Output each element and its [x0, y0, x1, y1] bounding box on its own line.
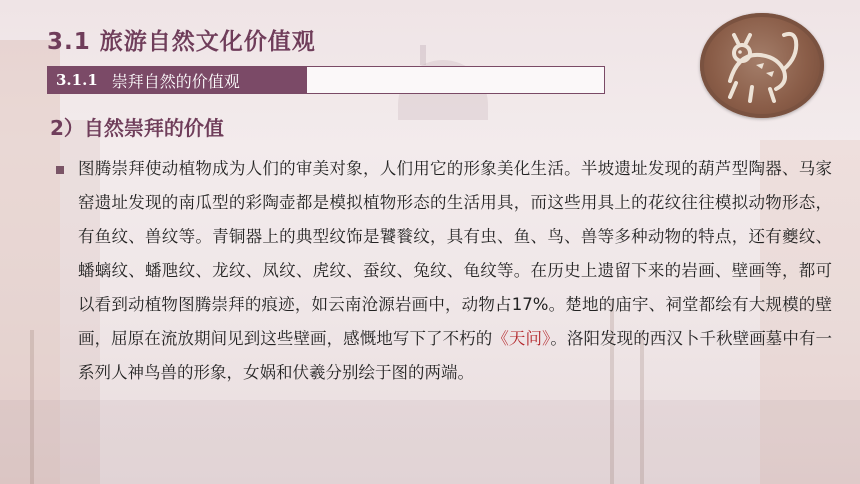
subsection-number: 3.1.1 — [56, 71, 98, 89]
slide-title: 3.1 旅游自然文化价值观 — [47, 29, 316, 55]
background-spire — [420, 45, 426, 65]
highlighted-title: 《天问》 — [492, 329, 551, 348]
paragraph-text-after: 。洛阳发现的西汉卜千秋壁画墓中有一系列人神鸟兽的形象，女娲和伏羲分别绘于图的两端。 — [78, 329, 833, 382]
tiger-emblem-icon — [700, 13, 824, 118]
bullet-square-icon — [56, 166, 64, 174]
subsection-bar — [47, 66, 605, 94]
body-paragraph — [78, 152, 832, 390]
section-heading: 2）自然崇拜的价值 — [50, 116, 224, 140]
tiger-emblem-graphic — [700, 13, 824, 118]
subsection-label: 崇拜自然的价值观 — [111, 71, 240, 91]
subsection-label-box — [48, 67, 307, 93]
background-water — [0, 400, 860, 484]
background-pole — [30, 330, 34, 484]
paragraph-text-before: 图腾崇拜使动植物成为人们的审美对象，人们用它的形象美化生活。半坡遗址发现的葫芦型陶器、马家窑遗址发现的南瓜型的彩陶壶都是模拟植物形态的生活用具，而这些用具上的花纹往往模拟动物形态，有鱼纹、兽纹等。青铜器上的典型纹饰是饕餮纹，具有虫、鱼、鸟、兽等多种动物的特点，还有夔纹、蟠螭纹、蟠虺纹、龙纹、凤纹、虎纹、蚕纹、兔纹、龟纹等。在历史上遗留下来的岩画、壁画等，都可以看到动植物图腾崇拜的痕迹，如云南沧源岩画中，动物占17%。楚地的庙宇、祠堂都绘有大规模的壁画，屈原在流放期间见到这些壁画，感慨地写下了不朽的 — [78, 159, 832, 348]
